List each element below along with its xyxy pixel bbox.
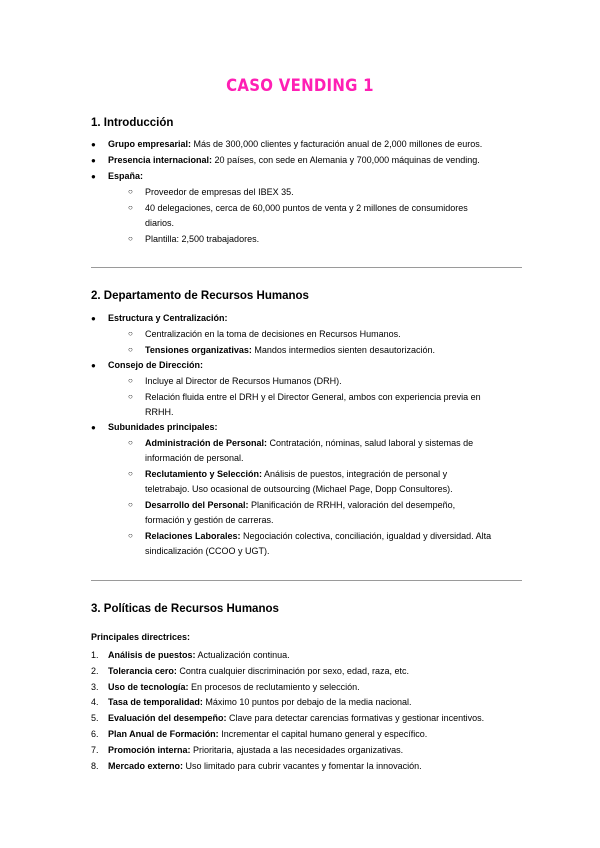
item-label: Tensiones organizativas: xyxy=(145,345,252,355)
item-label: Uso de tecnología: xyxy=(108,681,189,692)
list-number: 6. xyxy=(91,729,99,739)
section-divider xyxy=(91,580,522,581)
sub-list-item-cont: RRHH. xyxy=(145,407,174,417)
circle-bullet-icon: ○ xyxy=(128,438,133,447)
circle-bullet-icon: ○ xyxy=(128,329,133,338)
bullet-icon: ● xyxy=(91,140,96,149)
section-heading-introduccion: 1. Introducción xyxy=(91,117,174,129)
item-label: Subunidades principales: xyxy=(108,422,218,432)
circle-bullet-icon: ○ xyxy=(128,187,133,196)
sub-list-item-cont: formación y gestión de carreras. xyxy=(145,515,274,525)
item-label: Mercado externo: xyxy=(108,760,184,771)
bullet-icon: ● xyxy=(91,172,96,181)
subheading-directrices: Principales directrices: xyxy=(91,632,191,642)
list-number: 1. xyxy=(91,650,99,660)
bullet-icon: ● xyxy=(91,423,96,432)
item-label: Consejo de Dirección: xyxy=(108,360,204,370)
item-text: Planificación de RRHH, valoración del desempeño, xyxy=(248,500,456,510)
circle-bullet-icon: ○ xyxy=(128,500,133,509)
item-text: Clave para detectar carencias formativas y gestionar incentivos. xyxy=(226,713,485,724)
sub-list-item xyxy=(145,529,491,544)
list-number: 7. xyxy=(91,744,99,755)
item-text: Análisis de puestos, integración de personal y xyxy=(262,469,448,479)
numbered-list-item xyxy=(108,727,427,742)
item-label: Desarrollo del Personal: xyxy=(145,500,249,510)
sub-list-item: Centralización en la toma de decisiones en Recursos Humanos. xyxy=(145,329,401,339)
item-label: Reclutamiento y Selección: xyxy=(145,469,263,479)
item-label: Grupo empresarial: xyxy=(108,139,192,149)
circle-bullet-icon: ○ xyxy=(128,531,133,540)
item-label: Tasa de temporalidad: xyxy=(108,697,203,708)
list-item xyxy=(108,311,228,326)
list-item xyxy=(108,137,482,152)
item-label: Promoción interna: xyxy=(108,744,191,755)
item-text: En procesos de reclutamiento y selección. xyxy=(188,681,360,692)
item-label: España: xyxy=(108,171,144,181)
numbered-list-item xyxy=(108,759,422,774)
list-item xyxy=(108,358,203,373)
list-number: 5. xyxy=(91,713,99,724)
sub-list-item: Plantilla: 2,500 trabajadores. xyxy=(145,234,260,244)
sub-list-item-cont: diarios. xyxy=(145,218,175,228)
numbered-list-item xyxy=(108,743,403,758)
numbered-list-item xyxy=(108,680,360,695)
section-heading-rrhh: 2. Departamento de Recursos Humanos xyxy=(91,290,309,302)
item-text: Uso limitado para cubrir vacantes y fomentar la innovación. xyxy=(183,760,422,771)
list-number: 4. xyxy=(91,697,99,708)
item-text: Más de 300,000 clientes y facturación anual de 2,000 millones de euros. xyxy=(191,139,483,149)
section-heading-politicas: 3. Políticas de Recursos Humanos xyxy=(91,603,279,615)
item-label: Administración de Personal: xyxy=(145,438,268,448)
bullet-icon: ● xyxy=(91,314,96,323)
item-label: Relaciones Laborales: xyxy=(145,531,241,541)
item-text: Actualización continua. xyxy=(195,650,290,660)
item-text: Mandos intermedios sienten desautorización. xyxy=(251,345,435,355)
sub-list-item: Incluye al Director de Recursos Humanos (DRH). xyxy=(145,376,342,386)
item-text: Negociación colectiva, conciliación, igualdad y diversidad. Alta xyxy=(240,531,492,541)
list-number: 8. xyxy=(91,760,99,771)
item-text: Prioritaria, ajustada a las necesidades organizativas. xyxy=(190,744,404,755)
bullet-icon: ● xyxy=(91,156,96,165)
sub-list-item xyxy=(145,498,455,513)
numbered-list-item xyxy=(108,664,409,679)
circle-bullet-icon: ○ xyxy=(128,234,133,243)
item-text: 20 países, con sede en Alemania y 700,000 máquinas de vending. xyxy=(212,155,480,165)
sub-list-item xyxy=(145,343,435,358)
circle-bullet-icon: ○ xyxy=(128,376,133,385)
item-label: Plan Anual de Formación: xyxy=(108,729,219,739)
circle-bullet-icon: ○ xyxy=(128,469,133,478)
numbered-list-item xyxy=(108,648,290,663)
sub-list-item-cont: sindicalización (CCOO y UGT). xyxy=(145,546,270,556)
item-label: Presencia internacional: xyxy=(108,155,213,165)
list-item xyxy=(108,153,480,168)
item-text: Máximo 10 puntos por debajo de la media nacional. xyxy=(202,697,412,708)
list-item xyxy=(108,169,143,184)
numbered-list-item xyxy=(108,711,484,726)
bullet-icon: ● xyxy=(91,361,96,370)
list-number: 2. xyxy=(91,665,99,676)
circle-bullet-icon: ○ xyxy=(128,203,133,212)
circle-bullet-icon: ○ xyxy=(128,392,133,401)
sub-list-item xyxy=(145,436,473,451)
sub-list-item-cont: teletrabajo. Uso ocasional de outsourcing (Michael Page, Dopp Consultores). xyxy=(145,484,453,494)
sub-list-item: 40 delegaciones, cerca de 60,000 puntos de venta y 2 millones de consumidores xyxy=(145,203,468,213)
circle-bullet-icon: ○ xyxy=(128,345,133,354)
section-divider xyxy=(91,267,522,268)
item-text: Contra cualquier discriminación por sexo, edad, raza, etc. xyxy=(176,665,409,676)
item-label: Evaluación del desempeño: xyxy=(108,713,227,724)
item-label: Estructura y Centralización: xyxy=(108,313,228,323)
document-title: CASO VENDING 1 xyxy=(226,76,374,96)
list-item xyxy=(108,420,218,435)
item-label: Tolerancia cero: xyxy=(108,665,177,676)
item-text: Contratación, nóminas, salud laboral y sistemas de xyxy=(267,438,474,448)
list-number: 3. xyxy=(91,681,99,692)
sub-list-item: Proveedor de empresas del IBEX 35. xyxy=(145,187,294,197)
item-label: Análisis de puestos: xyxy=(108,650,196,660)
sub-list-item xyxy=(145,467,447,482)
numbered-list-item xyxy=(108,695,412,710)
sub-list-item: Relación fluida entre el DRH y el Director General, ambos con experiencia previa en xyxy=(145,392,481,402)
item-text: Incrementar el capital humano general y específico. xyxy=(218,729,428,739)
sub-list-item-cont: información de personal. xyxy=(145,453,244,463)
